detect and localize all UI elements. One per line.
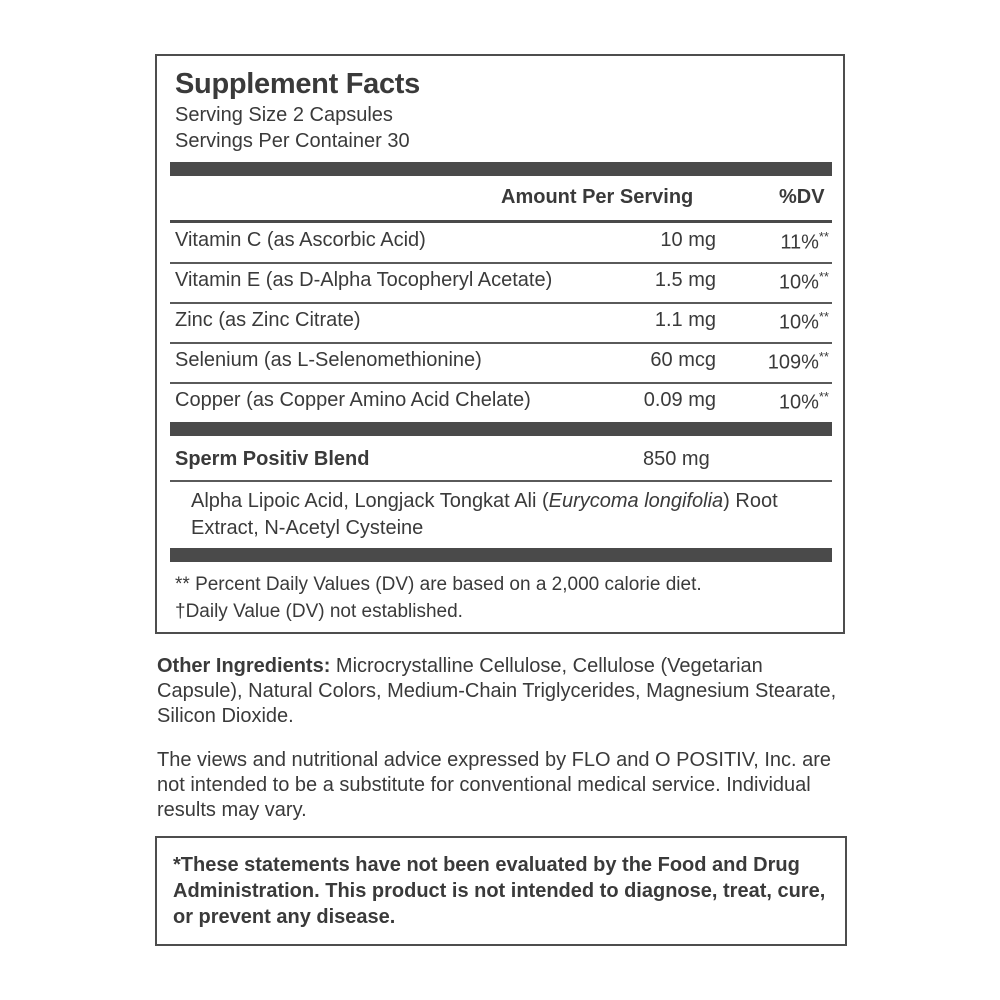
nutrient-amount: 10 mg <box>660 229 716 251</box>
nutrient-dv: 11%** <box>780 229 829 254</box>
nutrient-amount: 60 mcg <box>650 349 716 371</box>
blend-amount: 850 mg <box>643 448 710 470</box>
other-ingredients <box>157 654 847 729</box>
nutrient-amount: 0.09 mg <box>643 389 716 411</box>
other-ingredients-label: Other Ingredients: <box>157 655 331 677</box>
nutrient-name: Vitamin E (as D-Alpha Tocopheryl Acetate) <box>175 269 553 291</box>
nutrient-name: Zinc (as Zinc Citrate) <box>175 309 361 331</box>
nutrient-name: Copper (as Copper Amino Acid Chelate) <box>175 389 531 411</box>
nutrient-row <box>175 304 831 342</box>
dv-header: %DV <box>779 186 825 208</box>
thick-divider <box>170 162 832 176</box>
other-ingredients-text: Microcrystalline Cellulose, Cellulose (Vegetarian Capsule), Natural Colors, Medium-Chain Triglycerides, Magnesium Stearate, Silicon Dioxide. <box>157 655 837 727</box>
fda-statement-box <box>155 836 847 946</box>
nutrient-dv: 109%** <box>767 349 829 374</box>
nutrient-name: Selenium (as L-Selenomethionine) <box>175 349 482 371</box>
fda-statement: *These statements have not been evaluated by the Food and Drug Administration. This product is not intended to diagnose, treat, cure, or prevent any disease. <box>173 854 826 928</box>
thick-divider <box>170 422 832 436</box>
amount-per-serving-header: Amount Per Serving <box>501 186 694 208</box>
serving-size: Serving Size 2 Capsules <box>175 104 393 126</box>
nutrient-dv: 10%** <box>778 389 829 414</box>
nutrient-row <box>175 264 831 302</box>
nutrient-dv: 10%** <box>778 309 829 334</box>
servings-per-container: Servings Per Container 30 <box>175 130 410 152</box>
nutrient-name: Vitamin C (as Ascorbic Acid) <box>175 229 426 251</box>
row-divider <box>170 480 832 482</box>
blend-ingredients: Alpha Lipoic Acid, Longjack Tongkat Ali (Eurycoma longifolia) Root Extract, N-Acetyl Cysteine <box>191 490 778 539</box>
disclaimer: The views and nutritional advice expressed by FLO and O POSITIV, Inc. are not intended to be a substitute for conventional medical service. Individual results may vary. <box>157 749 832 821</box>
nutrient-row <box>175 344 831 382</box>
thick-divider <box>170 548 832 562</box>
nutrient-amount: 1.1 mg <box>654 309 716 331</box>
panel-title: Supplement Facts <box>175 68 420 100</box>
supplement-facts-panel <box>155 54 845 634</box>
header-divider <box>170 220 832 223</box>
nutrient-row <box>175 384 831 422</box>
dagger-footnote: †Daily Value (DV) not established. <box>175 601 463 622</box>
blend-name: Sperm Positiv Blend <box>175 448 370 470</box>
nutrient-row <box>175 224 831 262</box>
dv-footnote: ** Percent Daily Values (DV) are based on a 2,000 calorie diet. <box>175 574 702 595</box>
nutrient-amount: 1.5 mg <box>654 269 716 291</box>
nutrient-dv: 10%** <box>778 269 829 294</box>
